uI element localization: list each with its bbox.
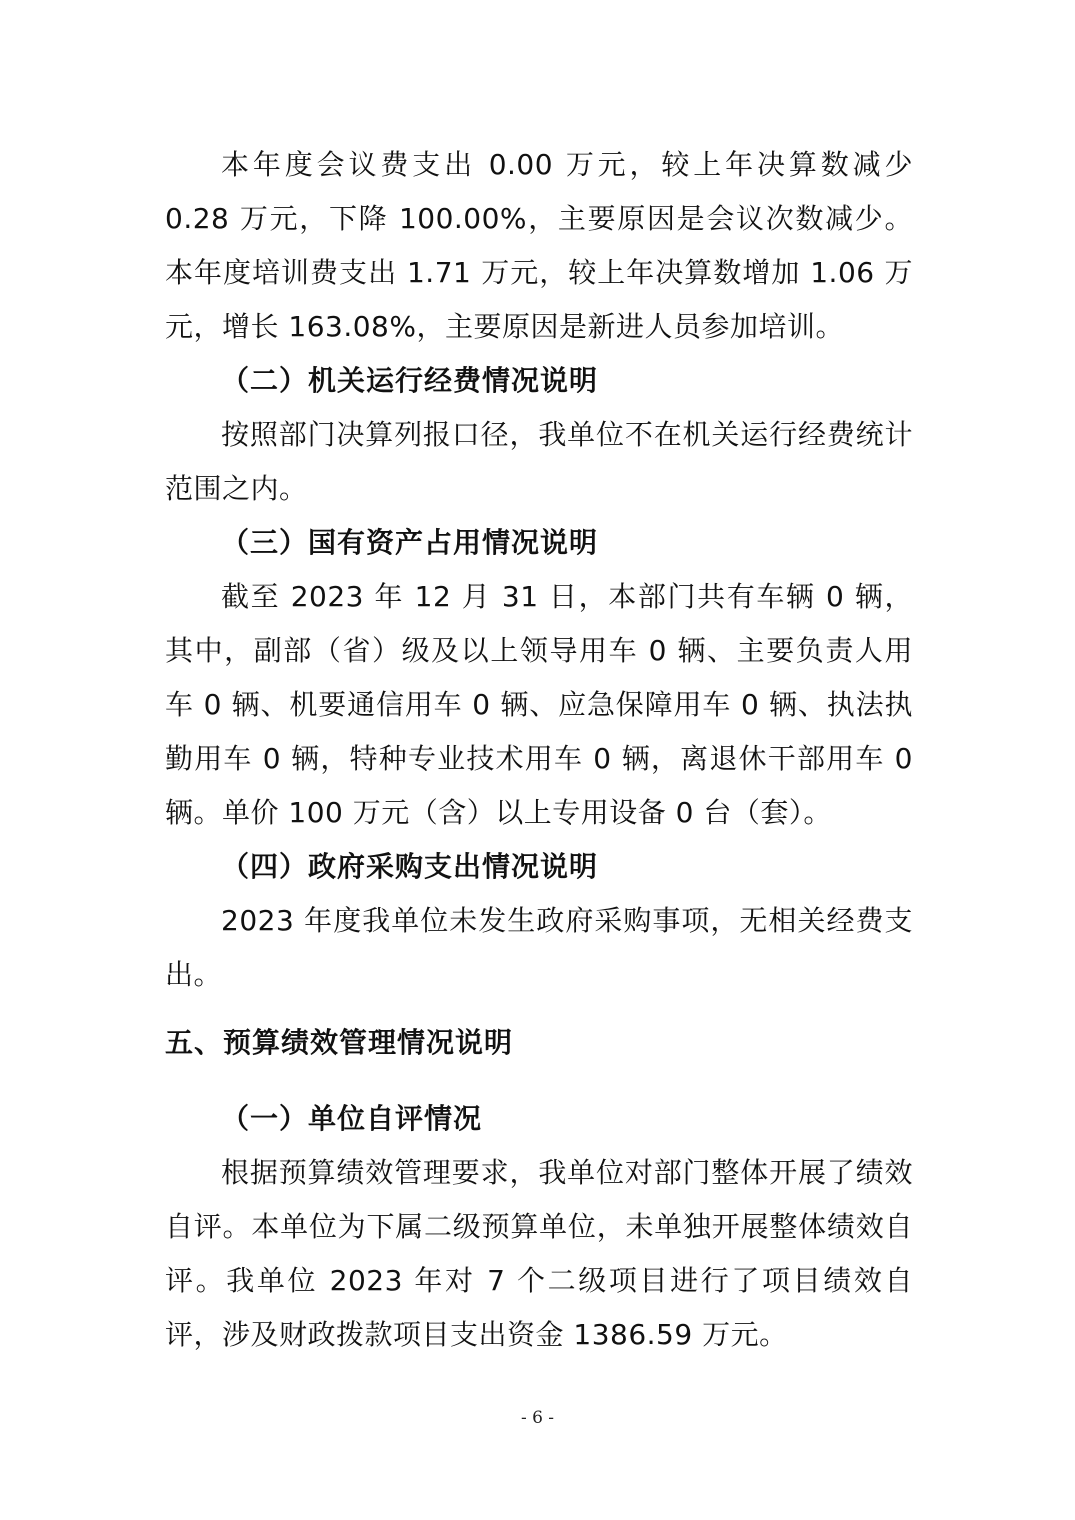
paragraph-government-procurement: 2023 年度我单位未发生政府采购事项，无相关经费支出。: [165, 904, 913, 991]
subheading-government-procurement: （四）政府采购支出情况说明: [221, 850, 599, 883]
subheading-self-evaluation: （一）单位自评情况: [221, 1102, 483, 1135]
paragraph-state-assets: 截至 2023 年 12 月 31 日，本部门共有车辆 0 辆，其中，副部（省）级及以上领导用车 0 辆、主要负责人用车 0 辆、机要通信用车 0 辆、应急保障用车 0 辆、执法执勤用车 0 辆，特种专业技术用车 0 辆，离退休干部用车 0 辆。单价 100 万元（含）以上专用设备 0 台（套）。: [165, 580, 913, 829]
paragraph-operating-expenses: 按照部门决算列报口径，我单位不在机关运行经费统计范围之内。: [165, 418, 913, 505]
section-heading-performance-management: 五、预算绩效管理情况说明: [165, 1026, 514, 1059]
paragraph-self-evaluation: 根据预算绩效管理要求，我单位对部门整体开展了绩效自评。本单位为下属二级预算单位，未单独开展整体绩效自评。我单位 2023 年对 7 个二级项目进行了项目绩效自评，涉及财政拨款项目支出资金 1386.59 万元。: [165, 1156, 913, 1351]
subheading-operating-expenses: （二）机关运行经费情况说明: [221, 364, 599, 397]
document-body: [165, 138, 913, 1362]
page-number: - 6 -: [520, 1408, 555, 1428]
paragraph-meeting-training-fees: 本年度会议费支出 0.00 万元，较上年决算数减少 0.28 万元，下降 100.00%，主要原因是会议次数减少。本年度培训费支出 1.71 万元，较上年决算数增加 1.06 万元，增长 163.08%，主要原因是新进人员参加培训。: [165, 148, 913, 343]
subheading-state-assets: （三）国有资产占用情况说明: [221, 526, 599, 559]
